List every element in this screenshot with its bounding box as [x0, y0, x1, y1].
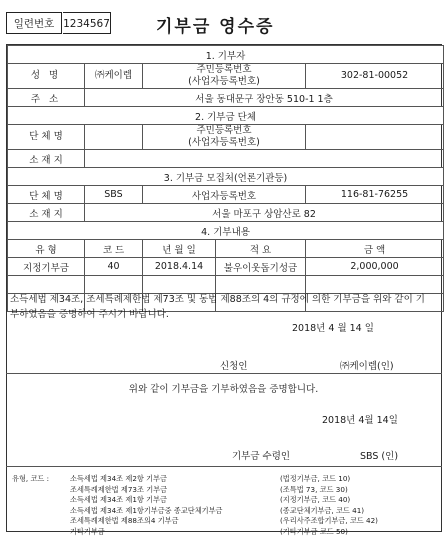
raiser-id-label: 사업자등록번호 — [143, 186, 306, 204]
details-empty-cell — [8, 276, 85, 294]
donor-name-value: ㈜케이렙 — [85, 64, 143, 89]
donor-name-row — [8, 64, 444, 89]
donor-id-label-line1: 주민등록번호 — [146, 64, 302, 76]
code-item — [12, 485, 432, 496]
details-empty-cell — [143, 276, 216, 294]
details-date: 2018.4.14 — [143, 258, 216, 276]
section-details-row — [8, 222, 444, 240]
details-code: 40 — [85, 258, 143, 276]
donor-address-label: 주 소 — [8, 89, 85, 107]
details-empty-row — [8, 276, 444, 294]
donor-id-value: 302-81-00052 — [306, 64, 444, 89]
org-address-value — [85, 150, 444, 168]
code-item — [12, 474, 432, 485]
raiser-address-value: 서울 마포구 상암산로 82 — [85, 204, 444, 222]
code-item-desc: (기타기부금 코드 50) — [280, 527, 348, 537]
details-empty-cell — [216, 276, 306, 294]
code-item-desc: (지정기부금, 코드 40) — [280, 495, 350, 506]
code-item-text: 조세특례제한법 제88조의4 기부금 — [70, 516, 179, 527]
document-title: 기부금 영수증 — [156, 12, 274, 37]
section-donor-title: 1. 기부자 — [8, 46, 444, 64]
code-list — [12, 474, 432, 537]
org-name-value — [85, 125, 143, 150]
raiser-name-row — [8, 186, 444, 204]
details-type: 지정기부금 — [8, 258, 85, 276]
donor-name-label: 성 명 — [8, 64, 85, 89]
details-amount: 2,000,000 — [306, 258, 444, 276]
details-header-type: 유 형 — [8, 240, 85, 258]
donor-id-label-line2: (사업자등록번호) — [146, 76, 302, 88]
statement-text: 소득세법 제34조, 조세특례제한법 제73조 및 동법 제88조의 4의 규정에 의한 기부금을 위와 같이 기부하였음을 증명하여 주시기 바랍니다. — [10, 292, 428, 322]
details-header-code: 코 드 — [85, 240, 143, 258]
details-empty-cell — [306, 276, 444, 294]
org-id-value — [306, 125, 444, 150]
org-name-row — [8, 125, 444, 150]
applicant-value: ㈜케이렙(인) — [340, 358, 394, 372]
code-item — [12, 516, 432, 527]
confirmation-date: 2018년 4월 14일 — [322, 412, 398, 426]
donor-address-row — [8, 89, 444, 107]
section-raiser-row — [8, 168, 444, 186]
confirmation-text: 위와 같이 기부금을 기부하였음을 증명합니다. — [0, 381, 447, 395]
section-raiser-title: 3. 기부금 모집처(언론기관등) — [8, 168, 444, 186]
code-item-text: 소득세법 제34조 제2항 기부금 — [70, 474, 167, 485]
details-empty-cell — [85, 276, 143, 294]
codes-divider — [6, 466, 442, 467]
serial-number-label: 일련번호 — [6, 12, 62, 34]
details-data-row — [8, 258, 444, 276]
applicant-label: 신청인 — [220, 358, 248, 372]
code-item-desc: (조특법 73, 코드 30) — [280, 485, 348, 496]
details-header-amount: 금 액 — [306, 240, 444, 258]
receiver-label: 기부금 수령인 — [232, 448, 290, 462]
code-list-prefix: 유형, 코드 : — [12, 474, 49, 485]
org-address-label: 소 재 지 — [8, 150, 85, 168]
details-summary: 불우이웃돕기성금 — [216, 258, 306, 276]
org-name-label: 단 체 명 — [8, 125, 85, 150]
receipt-table — [7, 45, 444, 312]
section-org-row — [8, 107, 444, 125]
receipt-header — [6, 6, 442, 44]
code-item — [12, 495, 432, 506]
code-item-desc: (법정기부금, 코드 10) — [280, 474, 350, 485]
raiser-name-value: SBS — [85, 186, 143, 204]
raiser-name-label: 단 체 명 — [8, 186, 85, 204]
code-item-desc: (우리사주조합기부금, 코드 42) — [280, 516, 378, 527]
section-org-title: 2. 기부금 단체 — [8, 107, 444, 125]
org-id-label-line1: 주민등록번호 — [146, 125, 302, 137]
statement-date: 2018년 4 월 14 일 — [292, 320, 374, 334]
donor-address-value: 서울 동대문구 장안동 510-1 1층 — [85, 89, 444, 107]
section-details-title: 4. 기부내용 — [8, 222, 444, 240]
details-header-row — [8, 240, 444, 258]
code-item — [12, 506, 432, 517]
raiser-address-label: 소 재 지 — [8, 204, 85, 222]
code-item-text: 기타기부금 — [70, 527, 105, 537]
org-id-label-line2: (사업자등록번호) — [146, 137, 302, 149]
details-header-date: 년 월 일 — [143, 240, 216, 258]
org-address-row — [8, 150, 444, 168]
code-item — [12, 527, 432, 537]
serial-number-value: 1234567 — [63, 12, 111, 34]
section-donor-row — [8, 46, 444, 64]
code-item-text: 소득세법 제34조 제1항기부금중 종교단체기부금 — [70, 506, 223, 517]
section-divider — [6, 373, 442, 374]
code-item-desc: (종교단체기부금, 코드 41) — [280, 506, 364, 517]
raiser-id-value: 116-81-76255 — [306, 186, 444, 204]
receiver-value: SBS (인) — [360, 448, 398, 462]
donor-id-label — [143, 64, 306, 89]
raiser-address-row — [8, 204, 444, 222]
code-item-text: 조세특례제한법 제73조 기부금 — [70, 485, 167, 496]
details-header-summary: 적 요 — [216, 240, 306, 258]
code-item-text: 소득세법 제34조 제1항 기부금 — [70, 495, 167, 506]
org-id-label — [143, 125, 306, 150]
